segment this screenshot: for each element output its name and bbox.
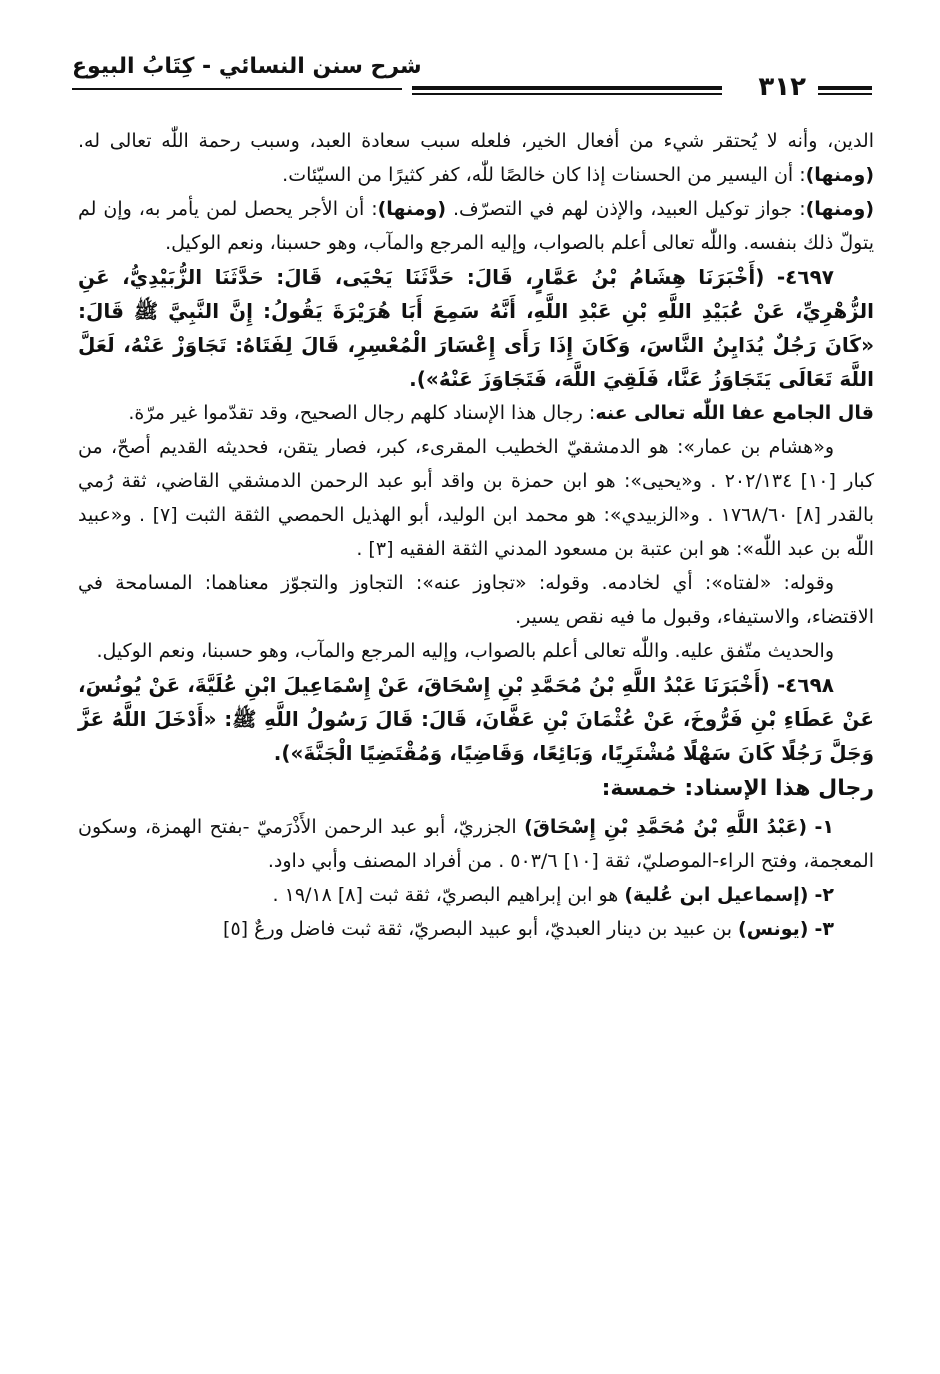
running-title: شرح سنن النسائي - كِتَابُ البيوع (72, 54, 422, 79)
paragraph-benefits (78, 192, 874, 260)
hadith-number: ٤٦٩٨- (776, 673, 834, 697)
hadith-4698 (78, 668, 874, 770)
paragraph-narrators: و«هشام بن عمار»: هو الدمشقيّ الخطيب المقرىء، كبر، فصار يتقن، فحديثه القديم أصحّ، من كبار [١٠] ٢٠٢/١٣٤ . و«يحيى»: هو ابن حمزة بن واقد أبو عبد الرحمن الدمشقي القاضي، ثقة رُمي بالقدر [٨] ١٧٦٨/٦٠ . و«الزبيدي»: هو محمد ابن الوليد، أبو الهذيل الحمصي الثقة الثبت [٧] . و«عبيد اللّٰه بن عبد اللّٰه»: هو ابن عتبة بن مسعود المدني الثقة الفقيه [٣] . (78, 436, 875, 560)
header-rule-right-top (818, 86, 872, 90)
paragraph-intro (78, 124, 874, 192)
page-number: ٣١٢ (758, 72, 806, 102)
header-rule-right-bottom (818, 93, 872, 95)
narrator-text: بن عبيد بن دينار العبديّ، أبو عبيد البصريّ، ثقة ثبت فاضل ورعٌ [٥] (223, 918, 739, 940)
benefit-text: : أن الأجر يحصل لمن يأمر به، وإن لم يتولّ ذلك بنفسه. واللّٰه تعالى أعلم بالصواب، وإليه المرجع والمآب، وهو حسبنا، ونعم الوكيل. (78, 198, 874, 254)
paragraph-agreed: والحديث متّفق عليه. واللّٰه تعالى أعلم بالصواب، وإليه المرجع والمآب، وهو حسبنا، ونعم الوكيل. (96, 640, 834, 662)
label-minha: (ومنها) (377, 198, 446, 220)
paragraph-fataa: وقوله: «لفتاه»: أي لخادمه. وقوله: «تجاوز عنه»: التجاوز والتجوّز معناهما: المسامحة في الاقتضاء، والاستيفاء، وقبول ما فيه نقص يسير. (78, 572, 874, 628)
narrator-2 (78, 878, 874, 912)
narrator-name: (عَبْدُ اللَّهِ بْنُ مُحَمَّدِ بْنِ إِسْحَاقَ) (524, 816, 808, 838)
benefit-text: : جواز توكيل العبيد، والإذن لهم في التصرّف. (452, 198, 806, 220)
intro-rest: : أن اليسير من الحسنات إذا كان خالصًا للّٰه، كفر كثيرًا من السيّئات. (282, 164, 806, 186)
hadith-text: (أَخْبَرَنَا هِشَامُ بْنُ عَمَّارٍ، قَالَ: حَدَّثَنَا يَحْيَى، قَالَ: حَدَّثَنَا الزُّبَيْدِيُّ، عَنِ الزُّهْرِيِّ، عَنْ عُبَيْدِ اللَّهِ بْنِ عَبْدِ اللَّهِ، أَنَّهُ سَمِعَ أَبَا هُرَيْرَةَ يَقُولُ: إِنَّ النَّبِيَّ ﷺ قَالَ: «كَانَ رَجُلٌ يُدَايِنُ النَّاسَ، وَكَانَ إِذَا رَأَى إِعْسَارَ الْمُعْسِرِ، قَالَ لِفَتَاهُ: تَجَاوَزْ عَنْهُ، لَعَلَّ اللَّهَ تَعَالَى يَتَجَاوَزُ عَنَّا، فَلَقِيَ اللَّهَ، فَتَجَاوَزَ عَنْهُ»). (78, 265, 874, 391)
narrator-name: (يونس) (738, 918, 809, 940)
narrator-text: هو ابن إبراهيم البصريّ، ثقة ثبت [٨] ١٩/١٨ . (272, 884, 625, 906)
narrator-3 (78, 912, 874, 946)
hadith-number: ٤٦٩٧- (776, 265, 834, 289)
narrator-number: ١- (814, 816, 834, 838)
jami-text: : رجال هذا الإسناد كلهم رجال الصحيح، وقد تقدّموا غير مرّة. (128, 402, 596, 424)
label-minha: (ومنها) (805, 198, 874, 220)
narrator-number: ٢- (814, 884, 834, 906)
header-rule-top (412, 86, 722, 90)
jami-label: قال الجامع عفا اللّٰه تعالى عنه (595, 402, 874, 424)
narrator-text: الجزريّ، أبو عبد الرحمن الأَذْرَميّ -بفتح الهمزة، وسكون المعجمة، وفتح الراء-الموصليّ، ثقة [١٠] ٥٠٣/٦ . من أفراد المصنف وأبي داود. (78, 816, 874, 872)
narrator-1 (78, 810, 874, 878)
hadith-4697 (78, 260, 874, 396)
label-minha: (ومنها) (805, 164, 874, 186)
hadith-text: (أَخْبَرَنَا عَبْدُ اللَّهِ بْنُ مُحَمَّدِ بْنِ إِسْحَاقَ، عَنْ إِسْمَاعِيلَ ابْنِ عُلَيَّةَ، عَنْ يُونُسَ، عَنْ عَطَاءِ بْنِ فَرُّوخَ، عَنْ عُثْمَانَ بْنِ عَفَّانَ، قَالَ: قَالَ رَسُولُ اللَّهِ ﷺ: «أَدْخَلَ اللَّهُ عَزَّ وَجَلَّ رَجُلًا كَانَ سَهْلًا مُشْتَرِيًا، وَبَائِعًا، وَقَاضِيًا، وَمُقْتَضِيًا الْجَنَّةَ»). (78, 673, 874, 765)
title-underline (72, 88, 402, 90)
paragraph-jami (78, 396, 874, 430)
page-header (72, 50, 872, 112)
intro-text: الدين، وأنه لا يُحتقر شيء من أفعال الخير، فلعله سبب سعادة العبد، وسبب رحمة اللّٰه تعالى له. (78, 130, 874, 152)
narrator-name: (إسماعيل ابن عُلية) (624, 884, 809, 906)
header-rule-bottom (412, 93, 722, 95)
narrator-number: ٣- (814, 918, 834, 940)
section-heading: رجال هذا الإسناد: خمسة: (601, 776, 874, 801)
page-body (78, 124, 874, 946)
